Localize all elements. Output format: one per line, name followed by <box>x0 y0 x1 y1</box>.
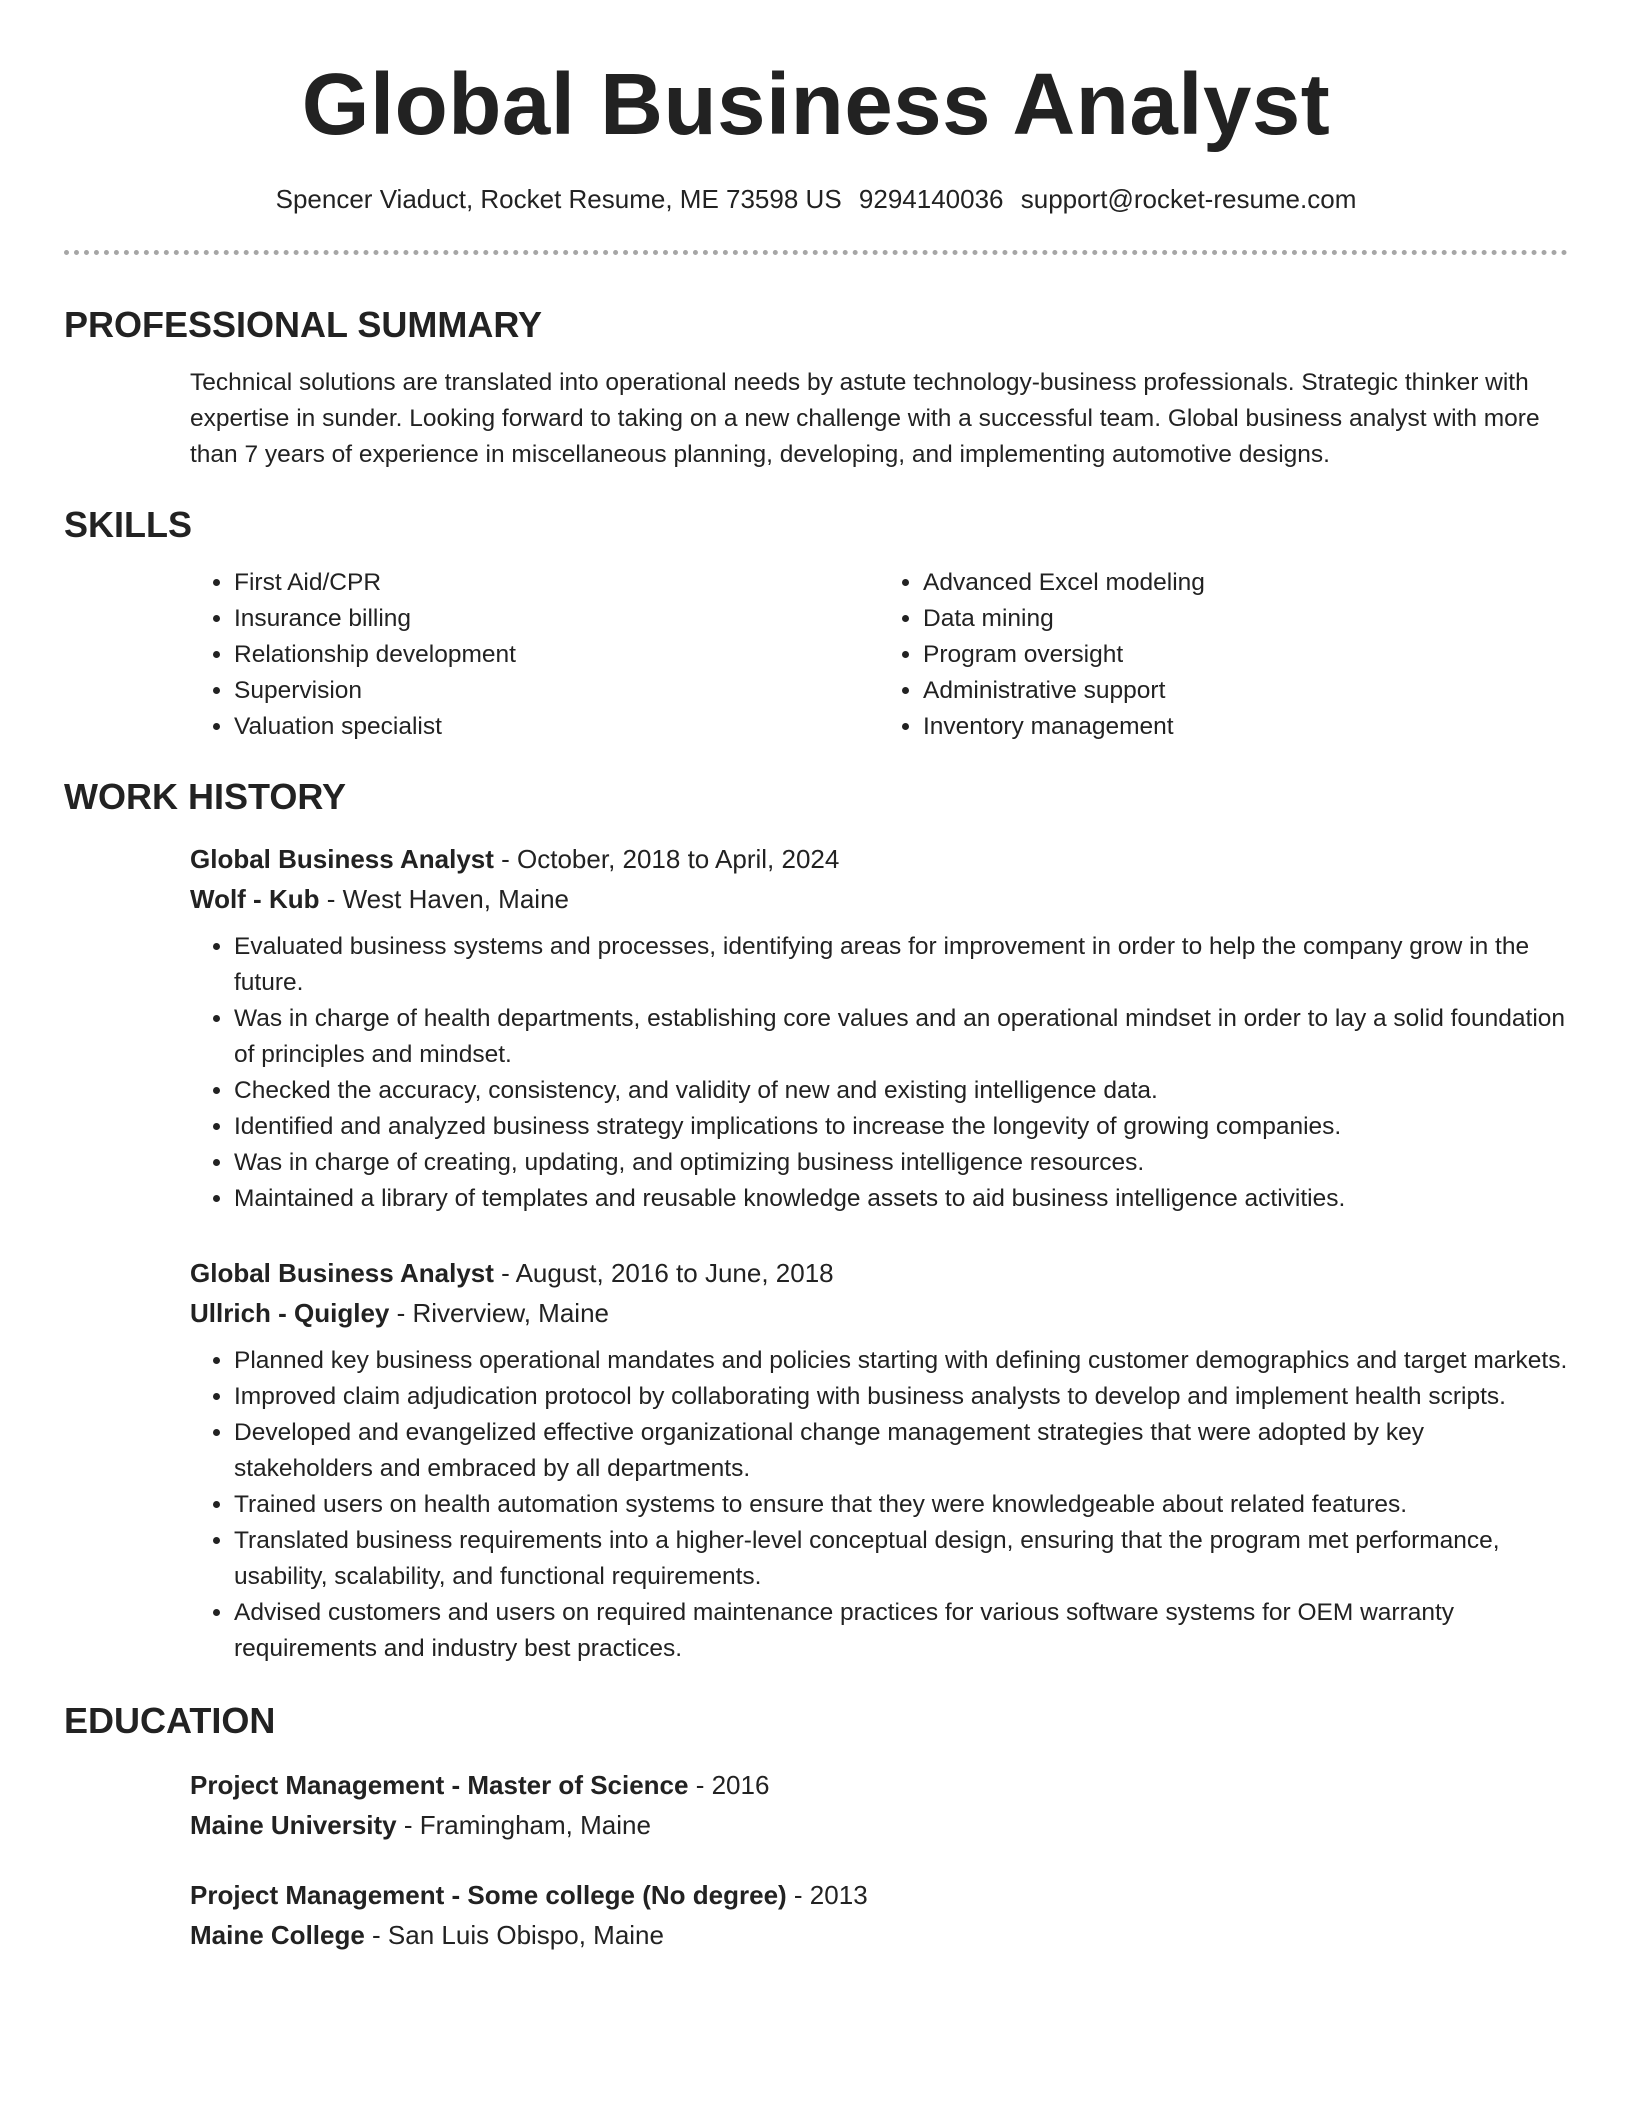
job-dates: - October, 2018 to April, 2024 <box>493 844 840 874</box>
job-bullet: • Planned key business operational mandates and policies starting with defining customer demographics and target markets. <box>234 1343 1568 1379</box>
education-school: Maine University <box>190 1810 397 1840</box>
education-school: Maine College <box>190 1920 365 1950</box>
skill-item: • Insurance billing <box>234 601 879 637</box>
job-bullet: • Maintained a library of templates and reusable knowledge assets to aid business intelligence activities. <box>234 1181 1568 1217</box>
job-bullet: • Checked the accuracy, consistency, and validity of new and existing intelligence data. <box>234 1073 1568 1109</box>
education-year: - 2016 <box>688 1770 770 1800</box>
job-company-line <box>190 879 1568 919</box>
contact-phone: 9294140036 <box>858 184 1004 214</box>
job-company: Wolf - Kub <box>190 884 320 914</box>
resume-header <box>64 50 1568 216</box>
skills-column-right <box>879 565 1568 745</box>
section-title-summary: PROFESSIONAL SUMMARY <box>64 304 543 345</box>
job-title-line <box>190 839 1568 879</box>
skill-item: • First Aid/CPR <box>234 565 879 601</box>
summary-text: Technical solutions are translated into operational needs by astute technology-business professionals. Strategic thinker with expertise in sunder. Looking forward to taking on a new challenge with a successful team. Global business analyst with more than 7 years of experience in miscellaneous planning, developing, and implementing automotive designs. <box>190 369 1540 468</box>
skill-item: • Relationship development <box>234 637 879 673</box>
job-entry <box>190 1253 1568 1667</box>
job-bullet: • Was in charge of creating, updating, and optimizing business intelligence resources. <box>234 1145 1568 1181</box>
job-location: - Riverview, Maine <box>389 1298 609 1328</box>
section-title-skills: SKILLS <box>64 504 193 545</box>
education-location: - Framingham, Maine <box>396 1810 651 1840</box>
education-school-line <box>190 1805 1568 1845</box>
job-bullet: • Trained users on health automation systems to ensure that they were knowledgeable about related features. <box>234 1487 1568 1523</box>
education-degree-line <box>190 1765 1568 1805</box>
contact-line <box>64 182 1568 216</box>
skill-item: • Program oversight <box>923 637 1568 673</box>
resume-name: Global Business Analyst <box>301 56 1331 153</box>
job-dates: - August, 2016 to June, 2018 <box>493 1258 834 1288</box>
skills-column-left <box>190 565 879 745</box>
job-bullet: • Improved claim adjudication protocol by collaborating with business analysts to develop and implement health scripts. <box>234 1379 1568 1415</box>
work-history-section <box>64 775 1568 1667</box>
section-title-work: WORK HISTORY <box>64 776 347 817</box>
job-bullet: • Identified and analyzed business strategy implications to increase the longevity of growing companies. <box>234 1109 1568 1145</box>
education-degree-line <box>190 1875 1568 1915</box>
job-role: Global Business Analyst <box>190 1258 494 1288</box>
section-title-education: EDUCATION <box>64 1700 276 1741</box>
job-bullets <box>190 929 1568 1217</box>
professional-summary-section <box>64 303 1568 473</box>
education-entry <box>190 1875 1568 1955</box>
job-location: - West Haven, Maine <box>319 884 569 914</box>
job-title-line <box>190 1253 1568 1293</box>
skill-item: • Advanced Excel modeling <box>923 565 1568 601</box>
skills-grid <box>190 565 1568 745</box>
job-company: Ullrich - Quigley <box>190 1298 390 1328</box>
skill-item: • Supervision <box>234 673 879 709</box>
job-bullet: • Translated business requirements into a higher-level conceptual design, ensuring that the program met performance, usability, scalability, and functional requirements. <box>234 1523 1568 1595</box>
education-entry <box>190 1765 1568 1845</box>
job-bullet: • Was in charge of health departments, establishing core values and an operational mindset in order to lay a solid foundation of principles and mindset. <box>234 1001 1568 1073</box>
job-bullet: • Evaluated business systems and processes, identifying areas for improvement in order to help the company grow in the future. <box>234 929 1568 1001</box>
education-school-line <box>190 1915 1568 1955</box>
header-divider <box>64 250 1568 255</box>
job-bullets <box>190 1343 1568 1667</box>
contact-address: Spencer Viaduct, Rocket Resume, ME 73598 US <box>275 184 842 214</box>
skill-item: • Data mining <box>923 601 1568 637</box>
job-role: Global Business Analyst <box>190 844 494 874</box>
job-bullet: • Advised customers and users on required maintenance practices for various software systems for OEM warranty requirements and industry best practices. <box>234 1595 1568 1667</box>
education-year: - 2013 <box>786 1880 868 1910</box>
job-entry <box>190 839 1568 1217</box>
skill-item: • Valuation specialist <box>234 709 879 745</box>
education-location: - San Luis Obispo, Maine <box>364 1920 664 1950</box>
contact-email: support@rocket-resume.com <box>1020 184 1357 214</box>
skills-section <box>64 503 1568 745</box>
job-bullet: • Developed and evangelized effective organizational change management strategies that were adopted by key stakeholders and embraced by all departments. <box>234 1415 1568 1487</box>
education-degree: Project Management - Some college (No degree) <box>190 1880 787 1910</box>
education-section <box>64 1699 1568 1955</box>
education-degree: Project Management - Master of Science <box>190 1770 689 1800</box>
skill-item: • Inventory management <box>923 709 1568 745</box>
skill-item: • Administrative support <box>923 673 1568 709</box>
job-company-line <box>190 1293 1568 1333</box>
